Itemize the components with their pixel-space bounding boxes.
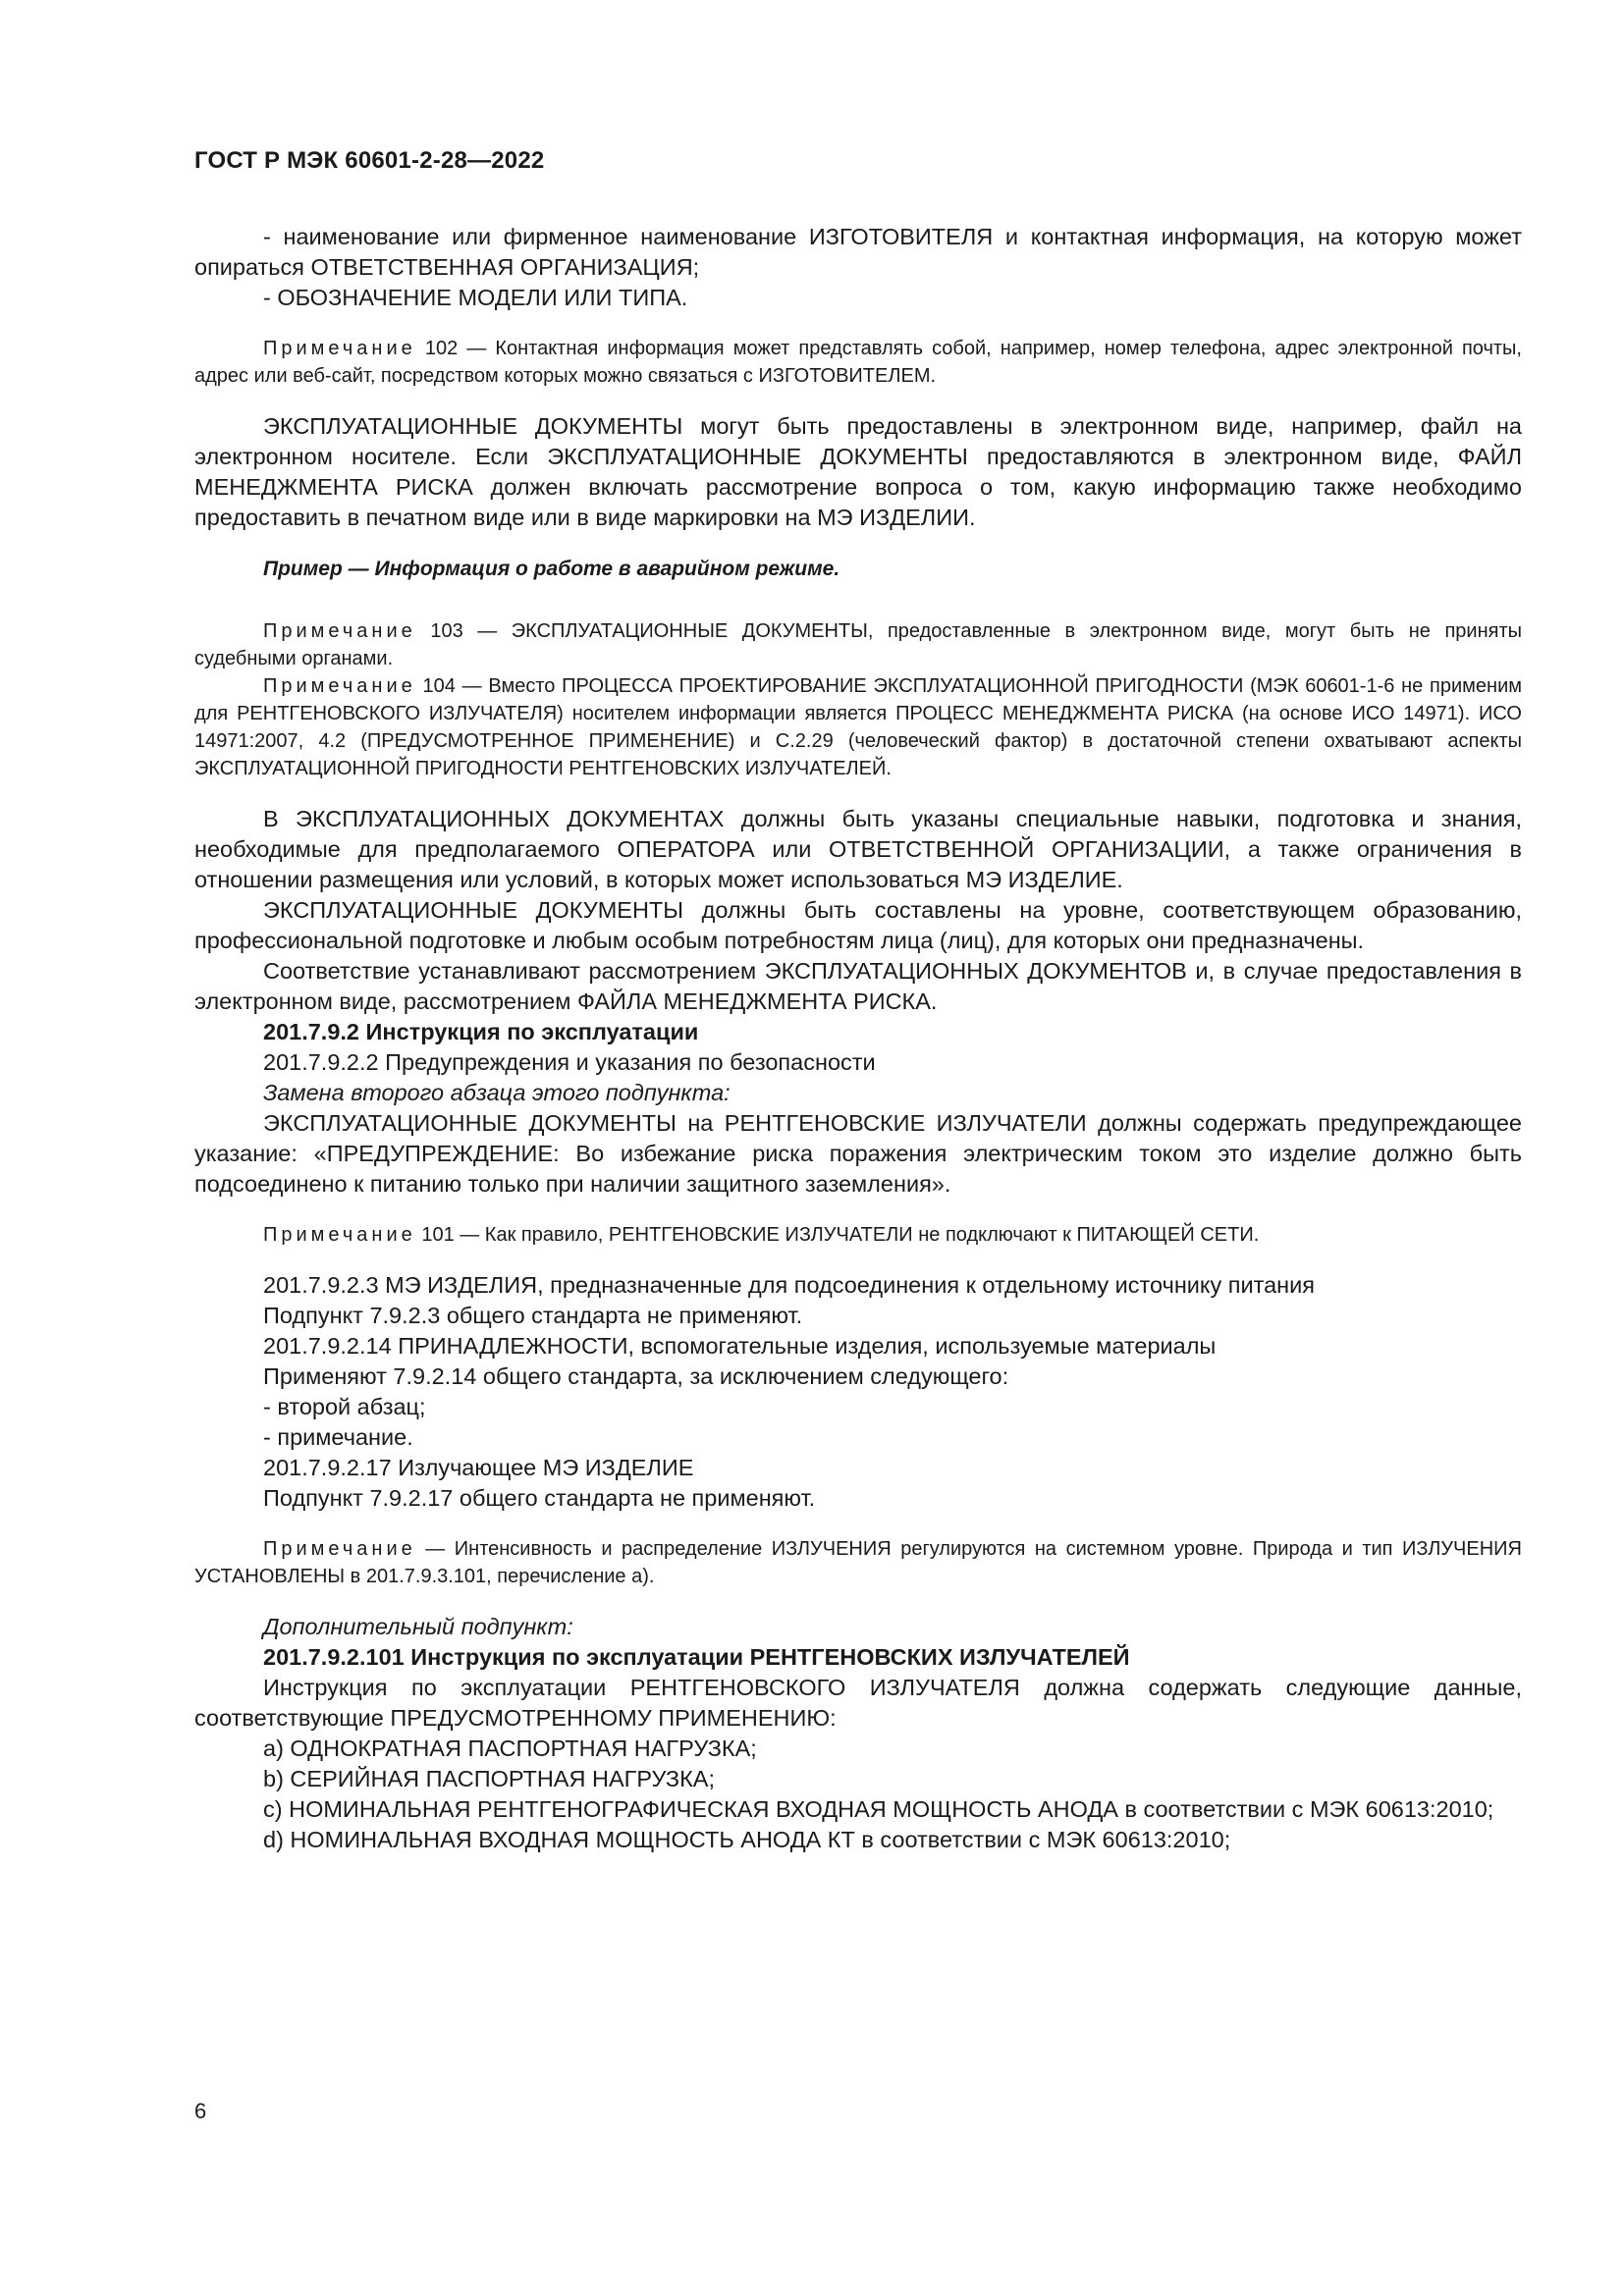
paragraph-201-7-9-2-3: 201.7.9.2.3 МЭ ИЗДЕЛИЯ, предназначенные для подсоединения к отдельному источнику питания [263,1272,1316,1298]
note-104 [194,672,1522,782]
note-103 [194,617,1522,672]
paragraph-manufacturer: - наименование или фирменное наименование ИЗГОТОВИТЕЛЯ и контактная информация, на которую может опираться ОТВЕТСТВЕННАЯ ОРГАНИЗАЦИЯ; [194,224,1522,280]
section-heading-201-7-9-2: 201.7.9.2 Инструкция по эксплуатации [263,1019,699,1044]
paragraph-level: ЭКСПЛУАТАЦИОННЫЕ ДОКУМЕНТЫ должны быть составлены на уровне, соответствующем образованию, профессиональной подготовке и любым особым потребностям лица (лиц), для которых они предназначены. [194,897,1522,953]
note-label: Примечание [263,1538,416,1560]
paragraph-compliance: Соответствие устанавливают рассмотрением ЭКСПЛУАТАЦИОННЫХ ДОКУМЕНТОВ и, в случае предоставления в электронном виде, рассмотрением ФАЙЛА МЕНЕДЖМЕНТА РИСКА. [194,958,1522,1014]
note-label: Примечание [263,1224,416,1246]
paragraph-applied-except: Применяют 7.9.2.14 общего стандарта, за исключением следующего: [263,1363,1009,1389]
list-item-d: d) НОМИНАЛЬНАЯ ВХОДНАЯ МОЩНОСТЬ АНОДА КТ в соответствии с МЭК 60613:2010; [263,1827,1231,1852]
paragraph-instruction-data: Инструкция по эксплуатации РЕНТГЕНОВСКОГО ИЗЛУЧАТЕЛЯ должна содержать следующие данные, соответствующие ПРЕДУСМОТРЕННОМУ ПРИМЕНЕНИЮ: [194,1675,1522,1731]
page-number: 6 [194,2099,207,2123]
note-label: Примечание [263,338,416,359]
note-text: 101 — Как правило, РЕНТГЕНОВСКИЕ ИЗЛУЧАТЕЛИ не подключают к ПИТАЮЩЕЙ СЕТИ. [415,1224,1260,1246]
note-text: — Интенсивность и распределение ИЗЛУЧЕНИЯ регулируются на системном уровне. Природа и тип ИЗЛУЧЕНИЯ УСТАНОВЛЕНЫ в 201.7.9.3.101, перечисление а). [194,1538,1522,1587]
note-101 [194,1221,1522,1249]
list-item-a: a) ОДНОКРАТНАЯ ПАСПОРТНАЯ НАГРУЗКА; [263,1735,757,1761]
document-header: ГОСТ Р МЭК 60601-2-28—2022 [194,147,545,174]
note-label: Примечание [263,675,416,697]
paragraph-warning: ЭКСПЛУАТАЦИОННЫЕ ДОКУМЕНТЫ на РЕНТГЕНОВСКИЕ ИЗЛУЧАТЕЛИ должны содержать предупреждающее указание: «ПРЕДУПРЕЖДЕНИЕ: Во избежание риска поражения электрическим током это изделие должно быть подсоединено к питанию только при наличии защитного заземления». [194,1110,1522,1197]
note-text: 103 — ЭКСПЛУАТАЦИОННЫЕ ДОКУМЕНТЫ, предоставленные в электронном виде, могут быть не приняты судебными органами. [194,620,1522,669]
paragraph-not-applied-2: Подпункт 7.9.2.17 общего стандарта не применяют. [263,1485,816,1511]
note-text: 102 — Контактная информация может представлять собой, например, номер телефона, адрес электронной почты, адрес или веб-сайт, посредством которых можно связаться с ИЗГОТОВИТЕЛЕМ. [194,338,1522,387]
paragraph-replacement: Замена второго абзаца этого подпункта: [263,1080,731,1105]
paragraph-model: - ОБОЗНАЧЕНИЕ МОДЕЛИ ИЛИ ТИПА. [263,285,688,310]
note-label: Примечание [263,620,416,642]
note-text: 104 — Вместо ПРОЦЕССА ПРОЕКТИРОВАНИЕ ЭКСПЛУАТАЦИОННОЙ ПРИГОДНОСТИ (МЭК 60601-1-6 не применим для РЕНТГЕНОВСКОГО ИЗЛУЧАТЕЛЯ) носителем информации является ПРОЦЕСС МЕНЕДЖМЕНТА РИСКА (на основе ИСО 14971). ИСО 14971:2007, 4.2 (ПРЕДУСМОТРЕННОЕ ПРИМЕНЕНИЕ) и С.2.29 (человеческий фактор) в достаточной степени охватывают аспекты ЭКСПЛУАТАЦИОННОЙ ПРИГОДНОСТИ РЕНТГЕНОВСКИХ ИЗЛУЧАТЕЛЕЙ. [194,675,1522,779]
paragraph-skills: В ЭКСПЛУАТАЦИОННЫХ ДОКУМЕНТАХ должны быть указаны специальные навыки, подготовка и знания, необходимые для предполагаемого ОПЕРАТОРА или ОТВЕТСТВЕННОЙ ОРГАНИЗАЦИИ, а также ограничения в отношении размещения или условий, в которых может использоваться МЭ ИЗДЕЛИЕ. [194,806,1522,892]
note-radiation [194,1535,1522,1590]
paragraph-201-7-9-2-17: 201.7.9.2.17 Излучающее МЭ ИЗДЕЛИЕ [263,1455,694,1480]
example: Пример — Информация о работе в аварийном режиме. [263,558,840,580]
note-102 [194,335,1522,390]
paragraph-201-7-9-2-2: 201.7.9.2.2 Предупреждения и указания по безопасности [263,1049,876,1075]
paragraph-note-item: - примечание. [263,1424,413,1450]
list-item-b: b) СЕРИЙНАЯ ПАСПОРТНАЯ НАГРУЗКА; [263,1766,716,1791]
document-page [194,147,1522,1855]
paragraph-201-7-9-2-14: 201.7.9.2.14 ПРИНАДЛЕЖНОСТИ, вспомогательные изделия, используемые материалы [263,1333,1217,1359]
paragraph-additional: Дополнительный подпункт: [263,1614,573,1639]
list-item-c: c) НОМИНАЛЬНАЯ РЕНТГЕНОГРАФИЧЕСКАЯ ВХОДНАЯ МОЩНОСТЬ АНОДА в соответствии с МЭК 60613:2010; [263,1796,1494,1822]
paragraph-second-para: - второй абзац; [263,1394,426,1419]
section-heading-201-7-9-2-101: 201.7.9.2.101 Инструкция по эксплуатации РЕНТГЕНОВСКИХ ИЗЛУЧАТЕЛЕЙ [263,1644,1130,1670]
paragraph-electronic-docs: ЭКСПЛУАТАЦИОННЫЕ ДОКУМЕНТЫ могут быть предоставлены в электронном виде, например, файл на электронном носителе. Если ЭКСПЛУАТАЦИОННЫЕ ДОКУМЕНТЫ предоставляются в электронном виде, ФАЙЛ МЕНЕДЖМЕНТА РИСКА должен включать рассмотрение вопроса о том, какую информацию также необходимо предоставить в печатном виде или в виде маркировки на МЭ ИЗДЕЛИИ. [194,413,1522,530]
paragraph-not-applied-1: Подпункт 7.9.2.3 общего стандарта не применяют. [263,1303,803,1328]
